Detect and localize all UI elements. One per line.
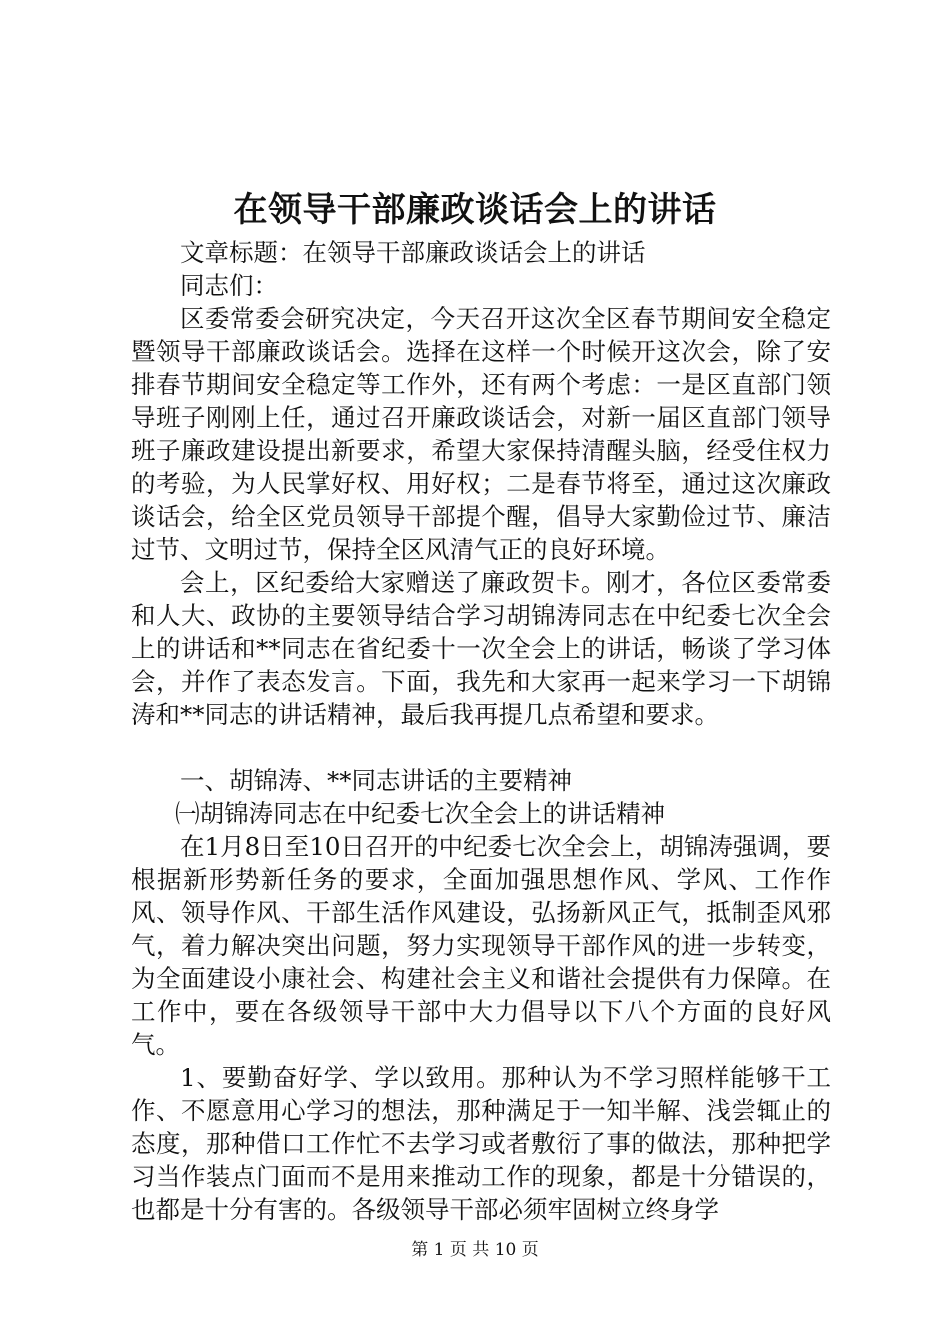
salutation: 同志们： <box>180 271 278 300</box>
paragraph: 在1月8日至10日召开的中纪委七次全会上，胡锦涛强调，要根据新形势新任务的要求，全面加强思想作风、学风、工作作风、领导作风、干部生活作风建设，弘扬新风正气，抵制歪风邪气，着力解决突出问题，努力实现领导干部作风的进一步转变，为全面建设小康社会、构建社会主义和谐社会提供有力保障。在工作中，要在各级领导干部中大力倡导以下八个方面的良好风气。 <box>131 832 831 1059</box>
subsection-heading: ㈠胡锦涛同志在中纪委七次全会上的讲话精神 <box>175 799 666 828</box>
page-number-footer: 第 1 页 共 10 页 <box>411 1240 539 1260</box>
article-title-line: 文章标题：在领导干部廉政谈话会上的讲话 <box>180 238 646 267</box>
document-body <box>131 236 831 1226</box>
paragraph: 1、要勤奋好学、学以致用。那种认为不学习照样能够干工作、不愿意用心学习的想法，那种满足于一知半解、浅尝辄止的态度，那种借口工作忙不去学习或者敷衍了事的做法，那种把学习当作装点门面而不是用来推动工作的现象，都是十分错误的，也都是十分有害的。各级领导干部必须牢固树立终身学 <box>131 1063 831 1224</box>
section-heading: 一、胡锦涛、**同志讲话的主要精神 <box>180 766 572 795</box>
document-title: 在领导干部廉政谈话会上的讲话 <box>233 190 717 230</box>
paragraph: 会上，区纪委给大家赠送了廉政贺卡。刚才，各位区委常委和人大、政协的主要领导结合学习胡锦涛同志在中纪委七次全会上的讲话和**同志在省纪委十一次全会上的讲话，畅谈了学习体会，并作了表态发言。下面，我先和大家再一起来学习一下胡锦涛和**同志的讲话精神，最后我再提几点希望和要求。 <box>131 568 831 729</box>
paragraph: 区委常委会研究决定，今天召开这次全区春节期间安全稳定暨领导干部廉政谈话会。选择在这样一个时候开这次会，除了安排春节期间安全稳定等工作外，还有两个考虑：一是区直部门领导班子刚刚上任，通过召开廉政谈话会，对新一届区直部门领导班子廉政建设提出新要求，希望大家保持清醒头脑，经受住权力的考验，为人民掌好权、用好权；二是春节将至，通过这次廉政谈话会，给全区党员领导干部提个醒，倡导大家勤俭过节、廉洁过节、文明过节，保持全区风清气正的良好环境。 <box>131 304 831 564</box>
